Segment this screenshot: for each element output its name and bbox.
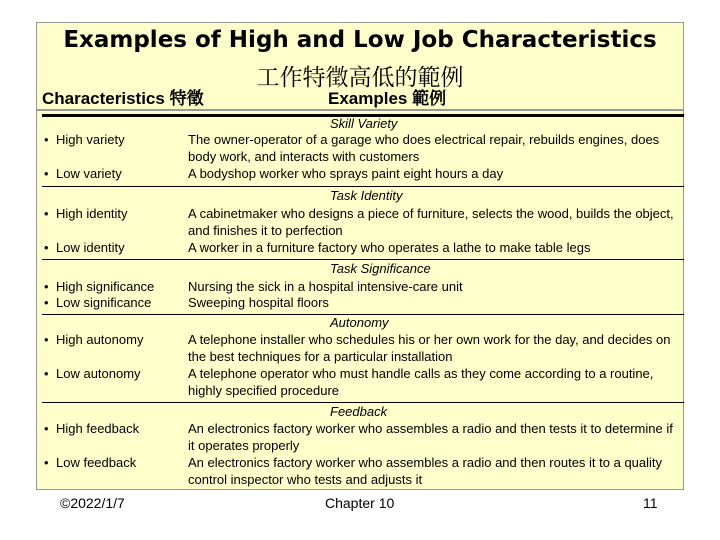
label-text: High identity [56,206,128,221]
label-high-feedback [44,421,139,436]
bullet: • [44,279,49,294]
section-heading-feedback: Feedback [330,404,388,419]
label-text: High autonomy [56,332,144,347]
label-low-autonomy [44,366,141,381]
bullet: • [44,206,49,221]
label-text: High significance [56,279,155,294]
example-low-feedback: An electronics factory worker who assembles a radio and then routes it to a quality control inspector who tests and adjusts it [188,455,663,487]
example-high-identity: A cabinetmaker who designs a piece of furniture, selects the wood, builds the object, and finishes it to perfection [188,206,674,238]
characteristics-header: Characteristics 特徵 [42,89,204,108]
label-high-identity [44,206,128,221]
label-text: Low variety [56,166,122,181]
footer-page-number: 11 [643,495,658,511]
section-divider [42,402,684,403]
section-heading-autonomy: Autonomy [330,315,389,330]
label-low-identity [44,240,125,255]
examples-header: Examples 範例 [328,89,447,108]
bullet: • [44,295,49,310]
bullet: • [44,240,49,255]
label-high-significance [44,279,154,294]
example-high-autonomy: A telephone installer who schedules his or her own work for the day, and decides on the best techniques for a particular installation [188,332,671,364]
label-low-variety [44,166,122,181]
slide-title: Examples of High and Low Job Characteristics [63,27,657,53]
section-heading-task-significance: Task Significance [330,261,431,276]
example-low-significance: Sweeping hospital floors [188,295,329,310]
label-high-autonomy [44,332,143,347]
label-high-variety [44,132,125,147]
label-text: High variety [56,132,125,147]
section-heading-task-identity: Task Identity [330,188,403,203]
label-text: Low autonomy [56,366,141,381]
example-low-variety: A bodyshop worker who sprays paint eight hours a day [188,166,504,181]
example-low-identity: A worker in a furniture factory who operates a lathe to make table legs [188,240,591,255]
bullet: • [44,132,49,147]
example-high-variety: The owner-operator of a garage who does electrical repair, rebuilds engines, does body work, and interacts with customers [188,132,660,164]
example-high-feedback: An electronics factory worker who assembles a radio and then tests it to determine if it operates properly [188,421,673,453]
label-low-feedback [44,455,136,470]
example-high-significance: Nursing the sick in a hospital intensive-care unit [188,279,463,294]
footer-date: ©2022/1/7 [60,495,125,511]
slide-subtitle-chinese: 工作特徵高低的範例 [256,65,464,91]
section-divider [42,259,684,260]
bullet: • [44,332,49,347]
footer-chapter: Chapter 10 [325,495,395,511]
label-text: Low feedback [56,455,137,470]
example-low-autonomy: A telephone operator who must handle calls as they come according to a routine, highly specified procedure [188,366,654,398]
bullet: • [44,366,49,381]
section-divider [42,186,684,187]
label-text: High feedback [56,421,140,436]
label-low-significance [44,295,151,310]
bullet: • [44,421,49,436]
label-text: Low significance [56,295,152,310]
section-heading-skill-variety: Skill Variety [330,116,398,131]
label-text: Low identity [56,240,125,255]
bullet: • [44,455,49,470]
bullet: • [44,166,49,181]
